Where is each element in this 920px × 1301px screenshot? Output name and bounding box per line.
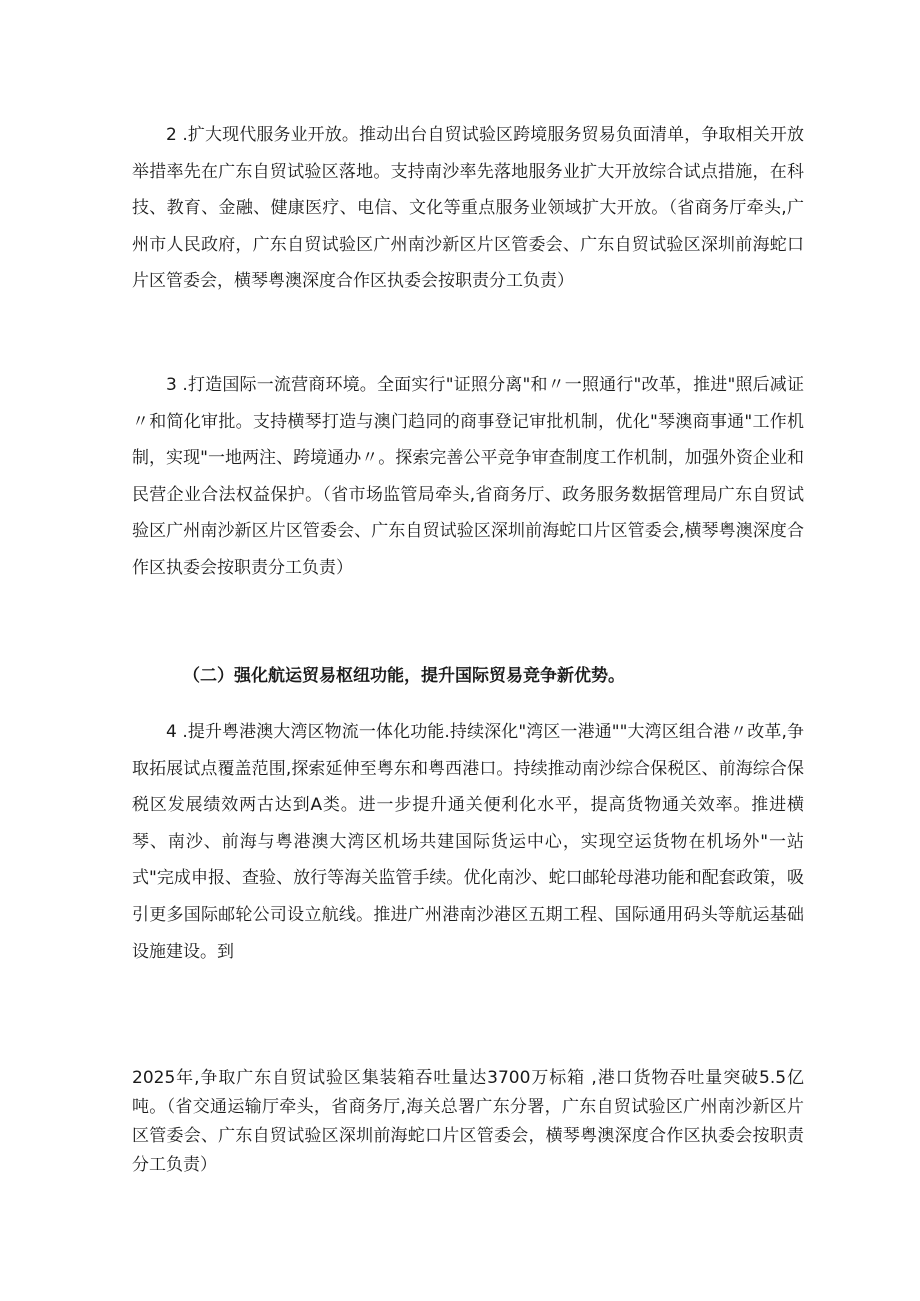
paragraph-item-4-continued: 2025年,争取广东自贸试验区集装箱吞吐量达3700万标箱 ,港口货物吞吐量突破5.5亿吨。（省交通运输厅牵头，省商务厅,海关总署广东分署，广东自贸试验区广州南沙新区片区管委会、广东自贸试验区深圳前海蛇口片区管委会，横琴粤澳深度合作区执委会按职责分工负责） [132, 1068, 804, 1175]
paragraph-item-2: 2 .扩大现代服务业开放。推动出台自贸试验区跨境服务贸易负面清单，争取相关开放举措率先在广东自贸试验区落地。支持南沙率先落地服务业扩大开放综合试点措施，在科技、教育、金融、健康医疗、电信、文化等重点服务业领域扩大开放。（省商务厅牵头,广州市人民政府，广东自贸试验区广州南沙新区片区管委会、广东自贸试验区深圳前海蛇口片区管委会，横琴粤澳深度合作区执委会按职责分工负责） [132, 125, 804, 292]
section-heading-2: （二）强化航运贸易枢纽功能，提升国际贸易竞争新优势。 [183, 666, 625, 686]
paragraph-item-3: 3 .打造国际一流营商环境。全面实行"证照分离"和〃一照通行"改革，推进"照后减证〃和简化审批。支持横琴打造与澳门趋同的商事登记审批机制，优化"琴澳商事通"工作机制，实现"一地两注、跨境通办〃。探索完善公平竞争审查制度工作机制，加强外资企业和民营企业合法权益保护。（省市场监管局牵头,省商务厅、政务服务数据管理局广东自贸试验区广州南沙新区片区管委会、广东自贸试验区深圳前海蛇口片区管委会,横琴粤澳深度合作区执委会按职责分工负责） [132, 375, 804, 578]
paragraph-item-4: 4 .提升粤港澳大湾区物流一体化功能.持续深化"湾区一港通""大湾区组合港〃改革,争取拓展试点覆盖范围,探索延伸至粤东和粤西港口。持续推动南沙综合保税区、前海综合保税区发展绩效两古达到A类。进一步提升通关便利化水平，提高货物通关效率。推进横琴、南沙、前海与粤港澳大湾区机场共建国际货运中心，实现空运货物在机场外"一站式"完成申报、查验、放行等海关监管手续。优化南沙、蛇口邮轮母港功能和配套政策，吸引更多国际邮轮公司设立航线。推进广州港南沙港区五期工程、国际通用码头等航运基础设施建设。到 [132, 722, 804, 962]
